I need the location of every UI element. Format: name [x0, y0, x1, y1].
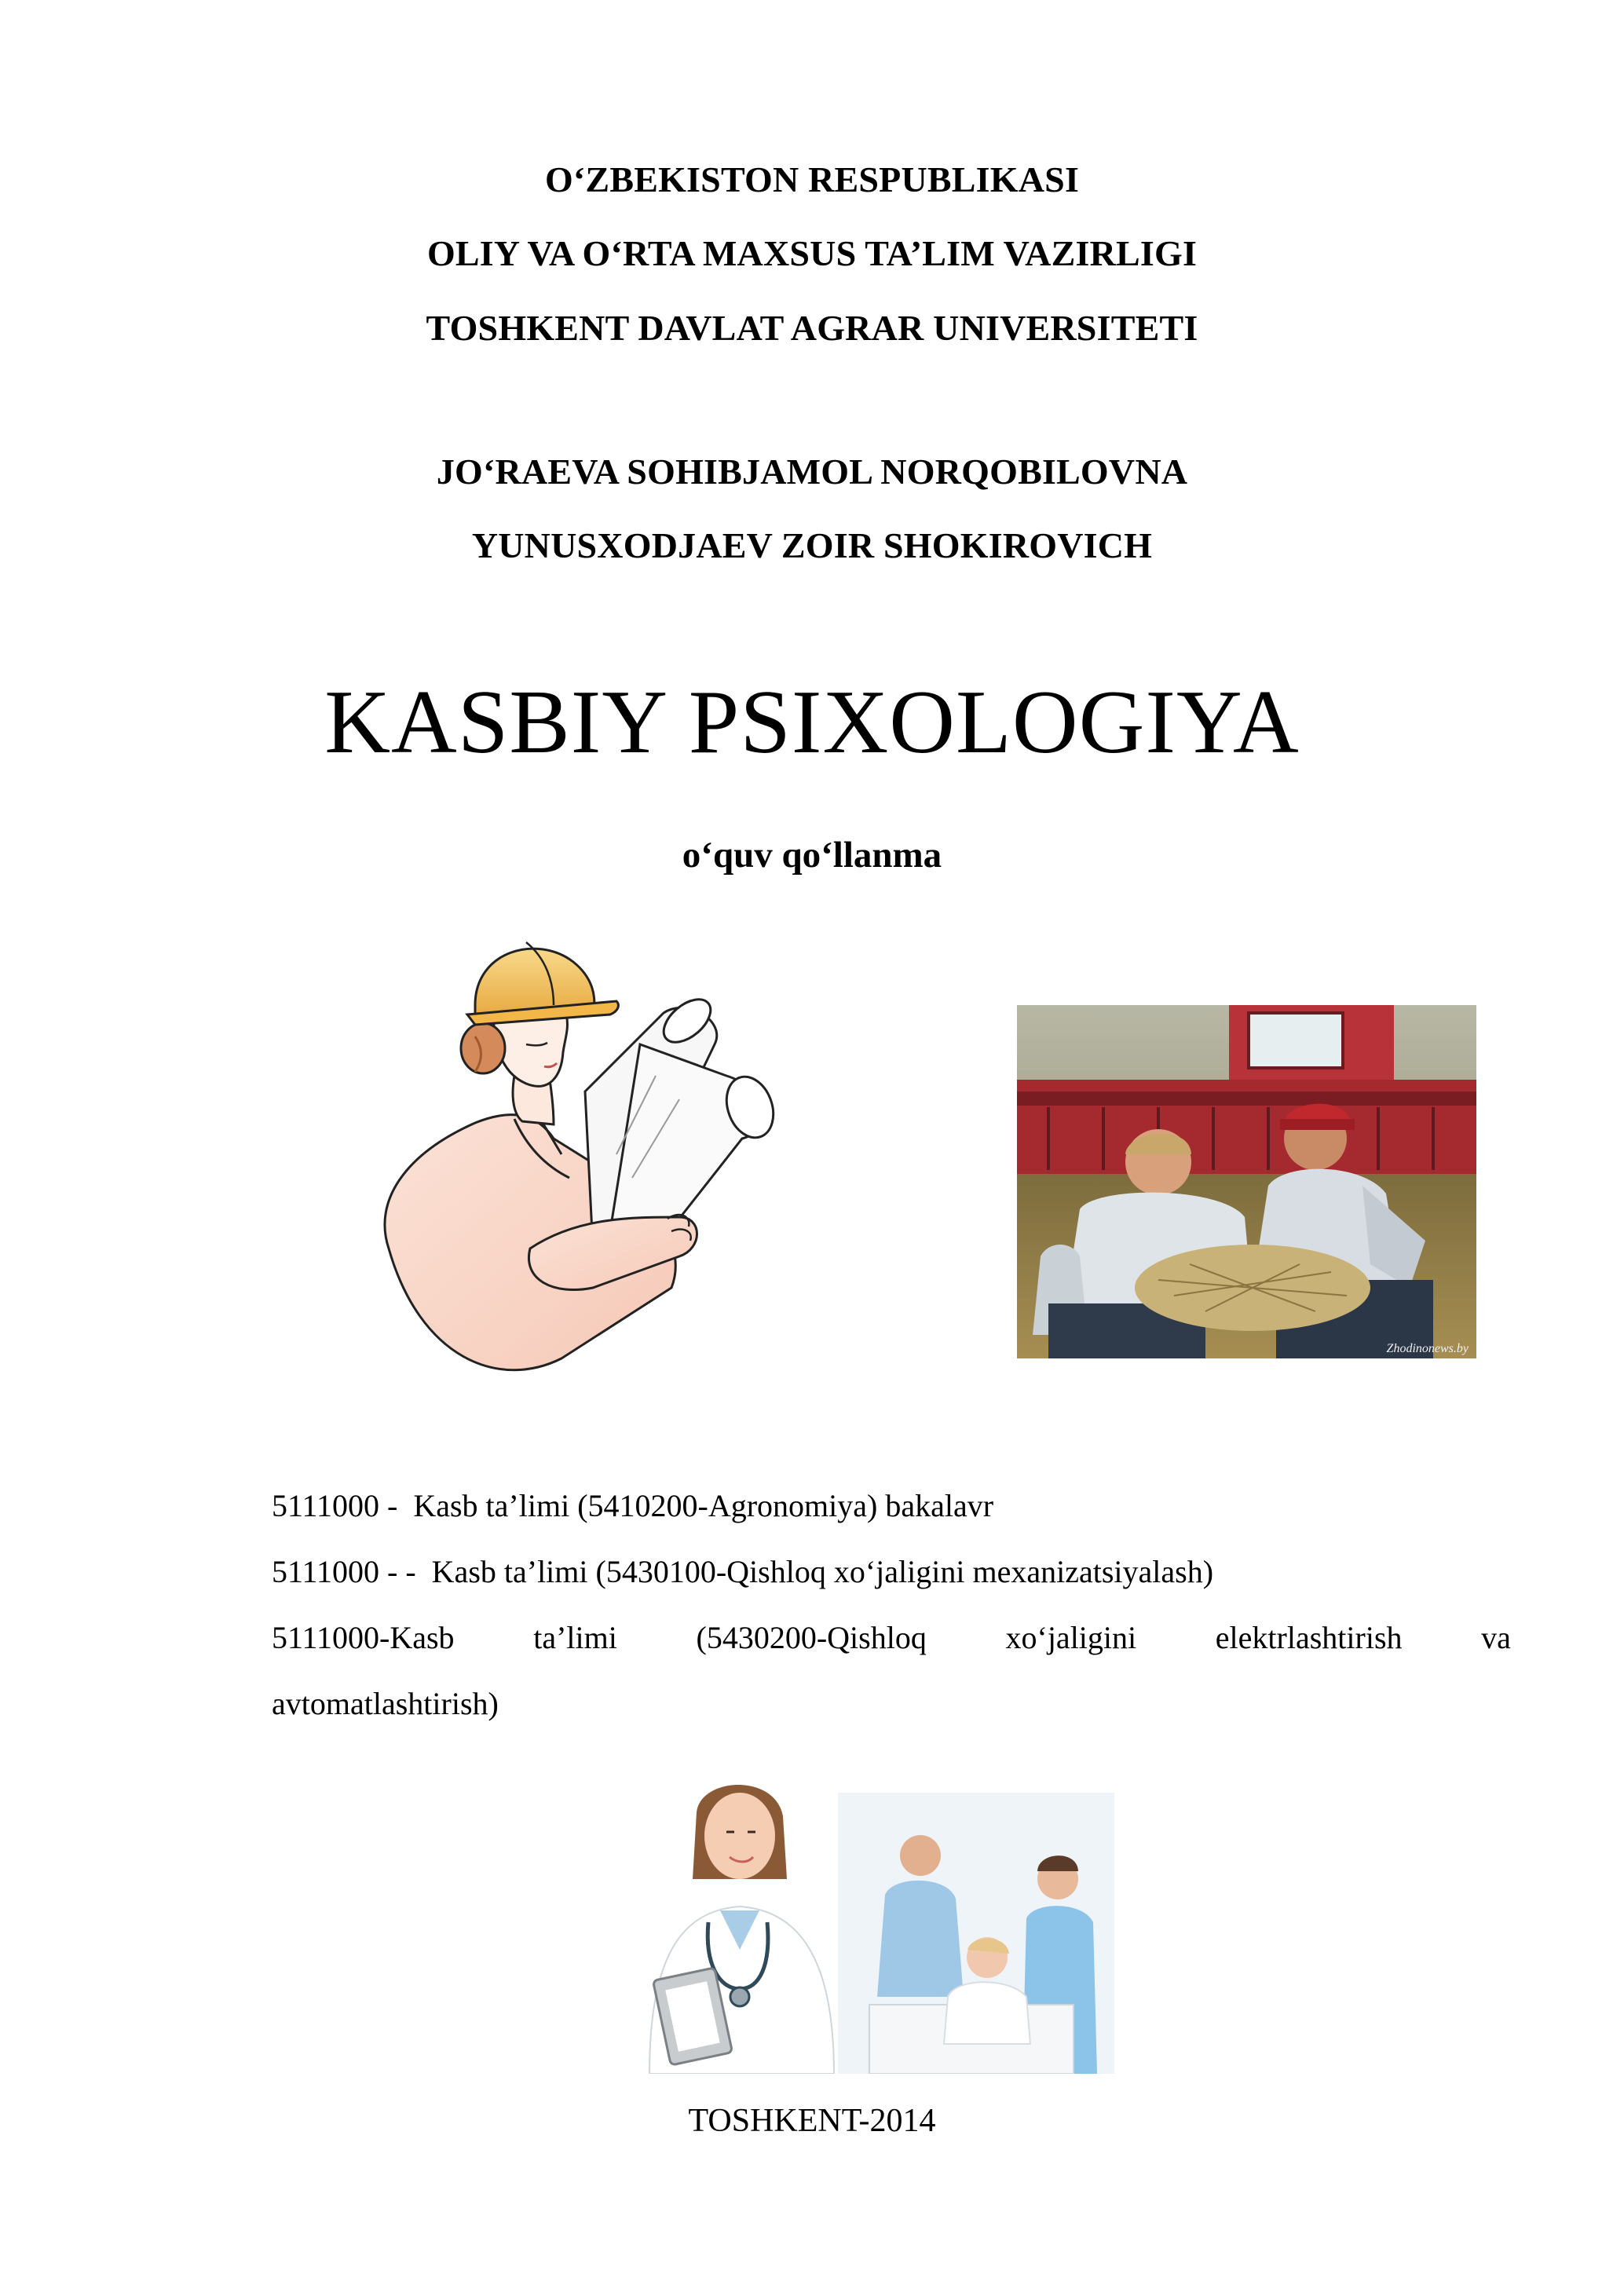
- photo-watermark: Zhodinonews.by: [1386, 1342, 1469, 1355]
- specialty-line-3: [272, 1622, 1511, 1654]
- book-title: KASBIY PSIXOLOGIYA: [324, 672, 1300, 773]
- specialty-word: va: [1481, 1620, 1511, 1655]
- specialty-line-1: 5111000 - Kasb ta’limi (5410200-Agronomiya) bakalavr: [272, 1488, 994, 1523]
- specialty-word: 5111000-Kasb: [272, 1620, 455, 1655]
- header-university: TOSHKENT DAVLAT AGRAR UNIVERSITETI: [426, 308, 1198, 348]
- author-2: YUNUSXODJAEV ZOIR SHOKIROVICH: [471, 525, 1153, 565]
- specialty-word: elektrlashtirish: [1215, 1620, 1403, 1655]
- book-subtitle: o‘quv qo‘llanma: [682, 835, 942, 876]
- header-country: O‘ZBEKISTON RESPUBLIKASI: [544, 159, 1080, 199]
- specialty-word: xo‘jaligini: [1005, 1620, 1137, 1655]
- footer-place-year: TOSHKENT-2014: [688, 2103, 936, 2139]
- author-1: JO‘RAEVA SOHIBJAMOL NORQOBILOVNA: [436, 452, 1188, 492]
- header-ministry: OLIY VA O‘RTA MAXSUS TA’LIM VAZIRLIGI: [426, 233, 1198, 273]
- medical-staff-photo: [634, 1761, 1114, 2074]
- specialty-word: (5430200-Qishloq: [696, 1620, 927, 1655]
- farmers-harvest-photo: [1017, 1005, 1476, 1358]
- specialty-word: ta’limi: [533, 1620, 617, 1655]
- specialty-line-2: 5111000 - - Kasb ta’limi (5430100-Qishloq xo‘jaligini mexanizatsiyalash): [272, 1554, 1214, 1589]
- specialty-line-4: avtomatlashtirish): [272, 1686, 499, 1721]
- engineer-woman-illustration: [357, 919, 805, 1390]
